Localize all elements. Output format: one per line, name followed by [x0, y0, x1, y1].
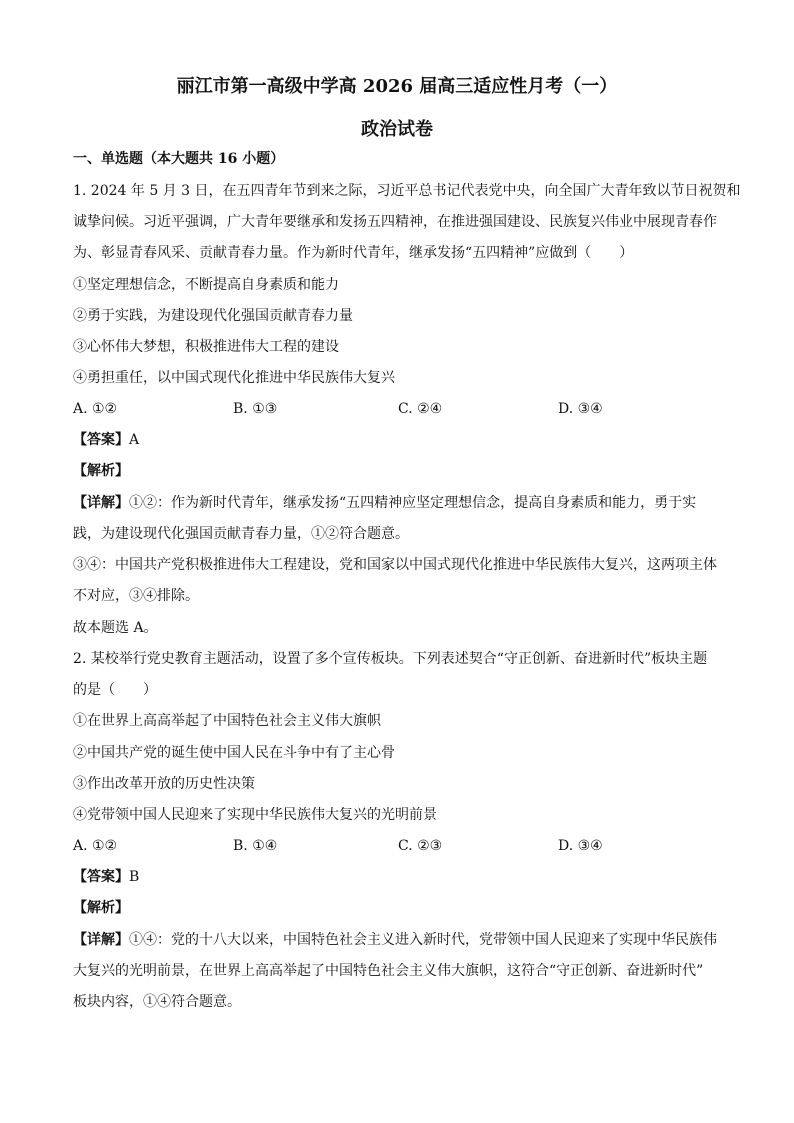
q1-analysis-label: 【解析】: [73, 463, 129, 479]
exam-title: 丽江市第一高级中学高 2026 届高三适应性月考（一）: [176, 76, 618, 97]
q1-answer-label: 【答案】: [73, 432, 129, 448]
q1-answer-value: A: [129, 432, 140, 448]
q1-option-a: A. ①②: [73, 401, 118, 417]
q2-answer-value: B: [129, 869, 140, 885]
q1-detail-line-3: ③④：中国共产党积极推进伟大工程建设，党和国家以中国式现代化推进中华民族伟大复兴，这两项主体: [73, 557, 717, 573]
q1-answer: [73, 431, 733, 449]
q2-item-1: ①在世界上高高举起了中国特色社会主义伟大旗帜: [73, 713, 381, 729]
q1-detail-line-1: [73, 494, 733, 512]
q2-detail-line-1: [73, 931, 733, 949]
q1-item-2: ②勇于实践，为建设现代化强国贡献青春力量: [73, 308, 353, 324]
q2-stem-line-2: 的是（ ）: [73, 682, 157, 698]
q2-option-b: B. ①④: [233, 838, 278, 854]
q2-detail-label: 【详解】: [73, 932, 129, 948]
q1-item-3: ③心怀伟大梦想，积极推进伟大工程的建设: [73, 339, 339, 355]
q2-detail-line-2: 大复兴的光明前景，在世界上高高举起了中国特色社会主义伟大旗帜，这符合“守正创新、奋进新时代”: [73, 963, 704, 979]
q1-option-c: C. ②④: [398, 401, 443, 417]
q1-stem-line-2: 诚挚问候。习近平强调，广大青年要继承和发扬五四精神，在推进强国建设、民族复兴伟业中展现青春作: [73, 214, 717, 230]
q2-item-3: ③作出改革开放的历史性决策: [73, 776, 255, 792]
q1-item-4: ④勇担重任，以中国式现代化推进中华民族伟大复兴: [73, 370, 395, 386]
q1-detail-text-1: ①②：作为新时代青年，继承发扬“五四精神应坚定理想信念，提高自身素质和能力，勇于实: [129, 495, 697, 511]
q1-option-d: D. ③④: [558, 401, 603, 417]
exam-subtitle: 政治试卷: [361, 119, 433, 140]
q2-option-d: D. ③④: [558, 838, 603, 854]
q1-detail-label: 【详解】: [73, 495, 129, 511]
q1-detail-line-2: 践，为建设现代化强国贡献青春力量，①②符合题意。: [73, 526, 409, 542]
q1-detail-line-5: 故本题选 A。: [73, 620, 158, 636]
q2-stem-line-1: 2. 某校举行党史教育主题活动，设置了多个宣传板块。下列表述契合“守正创新、奋进新时代”板块主题: [73, 651, 708, 667]
q2-detail-text-1: ①④：党的十八大以来，中国特色社会主义进入新时代，党带领中国人民迎来了实现中华民族伟: [129, 932, 717, 948]
q1-detail-line-4: 不对应，③④排除。: [73, 588, 199, 604]
q1-option-b: B. ①③: [233, 401, 278, 417]
q2-analysis-label: 【解析】: [73, 900, 129, 916]
q2-item-2: ②中国共产党的诞生使中国人民在斗争中有了主心骨: [73, 745, 395, 761]
section-heading: 一、单选题（本大题共 16 小题）: [73, 151, 285, 167]
q2-answer: [73, 868, 733, 886]
q1-item-1: ①坚定理想信念，不断提高自身素质和能力: [73, 277, 339, 293]
q2-option-c: C. ②③: [398, 838, 443, 854]
q2-answer-label: 【答案】: [73, 869, 129, 885]
q2-option-a: A. ①②: [73, 838, 118, 854]
q1-stem-line-3: 为、彰显青春风采、贡献青春力量。作为新时代青年，继承发扬“五四精神”应做到（ ）: [73, 245, 634, 261]
q2-item-4: ④党带领中国人民迎来了实现中华民族伟大复兴的光明前景: [73, 807, 437, 823]
q2-detail-line-3: 板块内容，①④符合题意。: [73, 994, 241, 1010]
q1-stem-line-1: 1. 2024 年 5 月 3 日，在五四青年节到来之际，习近平总书记代表党中央，向全国广大青年致以节日祝贺和: [73, 183, 741, 199]
